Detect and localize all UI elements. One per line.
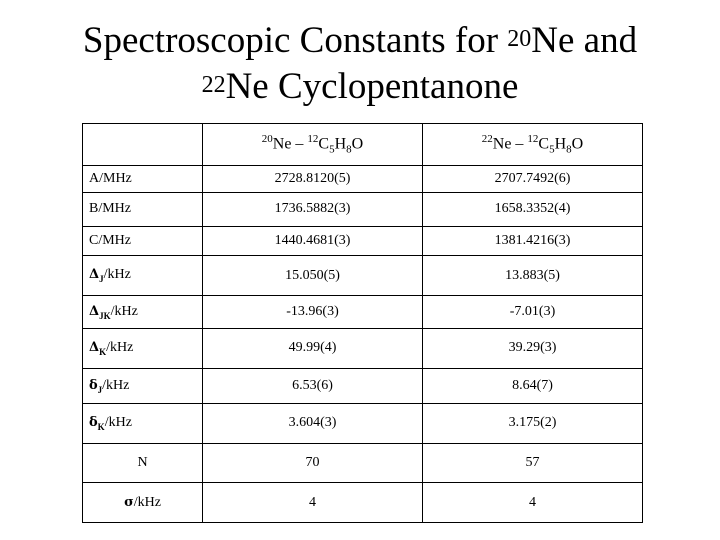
table-row — [83, 227, 643, 256]
cell-20ne-value: 1736.5882(3) — [203, 192, 423, 226]
greek-symbol: δ — [89, 415, 98, 431]
cell-20ne-value: 3.604(3) — [203, 404, 423, 444]
header-c-sup: 12 — [527, 133, 539, 146]
cell-22ne-value: 1658.3352(4) — [423, 192, 643, 226]
row-label — [83, 227, 203, 256]
header-c-sup: 12 — [307, 133, 319, 146]
header-ne: Ne – — [492, 135, 528, 153]
table-row — [83, 295, 643, 328]
title-text-part3: Ne Cyclopentanone — [225, 66, 519, 107]
table-header-row — [83, 124, 643, 166]
cell-20ne-value: 1440.4681(3) — [203, 227, 423, 256]
table-row — [83, 483, 643, 523]
header-o: O — [351, 135, 364, 153]
row-label — [83, 192, 203, 226]
symbol-subscript: JK — [99, 310, 111, 321]
row-label — [83, 256, 203, 296]
table-row — [83, 368, 643, 403]
title-line-1 — [0, 18, 720, 64]
table-row — [83, 329, 643, 369]
cell-22ne-value: -7.01(3) — [423, 295, 643, 328]
cell-22ne-value: 1381.4216(3) — [423, 227, 643, 256]
cell-20ne-value: 15.050(5) — [203, 256, 423, 296]
greek-symbol: δ — [89, 377, 98, 393]
header-empty-cell — [83, 124, 203, 166]
table-row — [83, 165, 643, 192]
symbol-subscript: J — [97, 384, 103, 395]
cell-22ne-value: 3.175(2) — [423, 404, 643, 444]
row-label — [83, 483, 203, 523]
row-label-text: N — [137, 455, 148, 471]
header-iso-sup: 20 — [261, 133, 273, 146]
header-c: C — [318, 135, 330, 153]
row-label-text: /kHz — [104, 415, 132, 431]
symbol-subscript: K — [97, 421, 105, 432]
header-22ne — [423, 124, 643, 166]
row-label-text: A/MHz — [89, 170, 132, 186]
cell-22ne-value: 39.29(3) — [423, 329, 643, 369]
table-row — [83, 256, 643, 296]
cell-22ne-value: 57 — [423, 443, 643, 483]
title-superscript-20: 20 — [507, 26, 532, 52]
row-label — [83, 329, 203, 369]
cell-20ne-value: 70 — [203, 443, 423, 483]
cell-20ne-value: 6.53(6) — [203, 368, 423, 403]
row-label — [83, 165, 203, 192]
cell-22ne-value: 13.883(5) — [423, 256, 643, 296]
header-20ne — [203, 124, 423, 166]
title-text-part1: Spectroscopic Constants for — [82, 20, 508, 61]
header-c-sub: 5 — [329, 143, 335, 156]
cell-22ne-value: 2707.7492(6) — [423, 165, 643, 192]
cell-22ne-value: 8.64(7) — [423, 368, 643, 403]
constants-table — [82, 123, 643, 523]
row-label — [83, 443, 203, 483]
header-ne: Ne – — [272, 135, 308, 153]
header-c-sub: 5 — [549, 143, 555, 156]
table-row — [83, 404, 643, 444]
title-superscript-22: 22 — [201, 72, 226, 98]
greek-symbol: σ — [124, 494, 134, 510]
row-label — [83, 295, 203, 328]
page-title — [0, 18, 720, 110]
greek-symbol: Δ — [89, 340, 100, 356]
cell-22ne-value: 4 — [423, 483, 643, 523]
cell-20ne-value: 4 — [203, 483, 423, 523]
header-h-sub: 8 — [346, 143, 352, 156]
row-label-text: /kHz — [133, 494, 161, 510]
table-row — [83, 192, 643, 226]
title-line-2 — [0, 64, 720, 110]
cell-20ne-value: 2728.8120(5) — [203, 165, 423, 192]
symbol-subscript: J — [99, 273, 104, 284]
row-label-text: /kHz — [102, 377, 130, 393]
row-label — [83, 404, 203, 444]
header-iso-sup: 22 — [481, 133, 493, 146]
header-h: H — [554, 135, 567, 153]
row-label-text: /kHz — [110, 303, 138, 319]
row-label — [83, 368, 203, 403]
row-label-text: /kHz — [106, 340, 134, 356]
row-label-text: C/MHz — [89, 233, 131, 249]
greek-symbol: Δ — [89, 267, 100, 283]
header-h: H — [334, 135, 347, 153]
greek-symbol: Δ — [89, 303, 100, 319]
table-row — [83, 443, 643, 483]
header-h-sub: 8 — [566, 143, 572, 156]
row-label-text: /kHz — [103, 267, 131, 283]
header-c: C — [538, 135, 550, 153]
title-text-part2: Ne and — [531, 20, 638, 61]
cell-20ne-value: -13.96(3) — [203, 295, 423, 328]
header-o: O — [571, 135, 584, 153]
symbol-subscript: K — [99, 346, 107, 357]
row-label-text: B/MHz — [89, 201, 131, 217]
cell-20ne-value: 49.99(4) — [203, 329, 423, 369]
